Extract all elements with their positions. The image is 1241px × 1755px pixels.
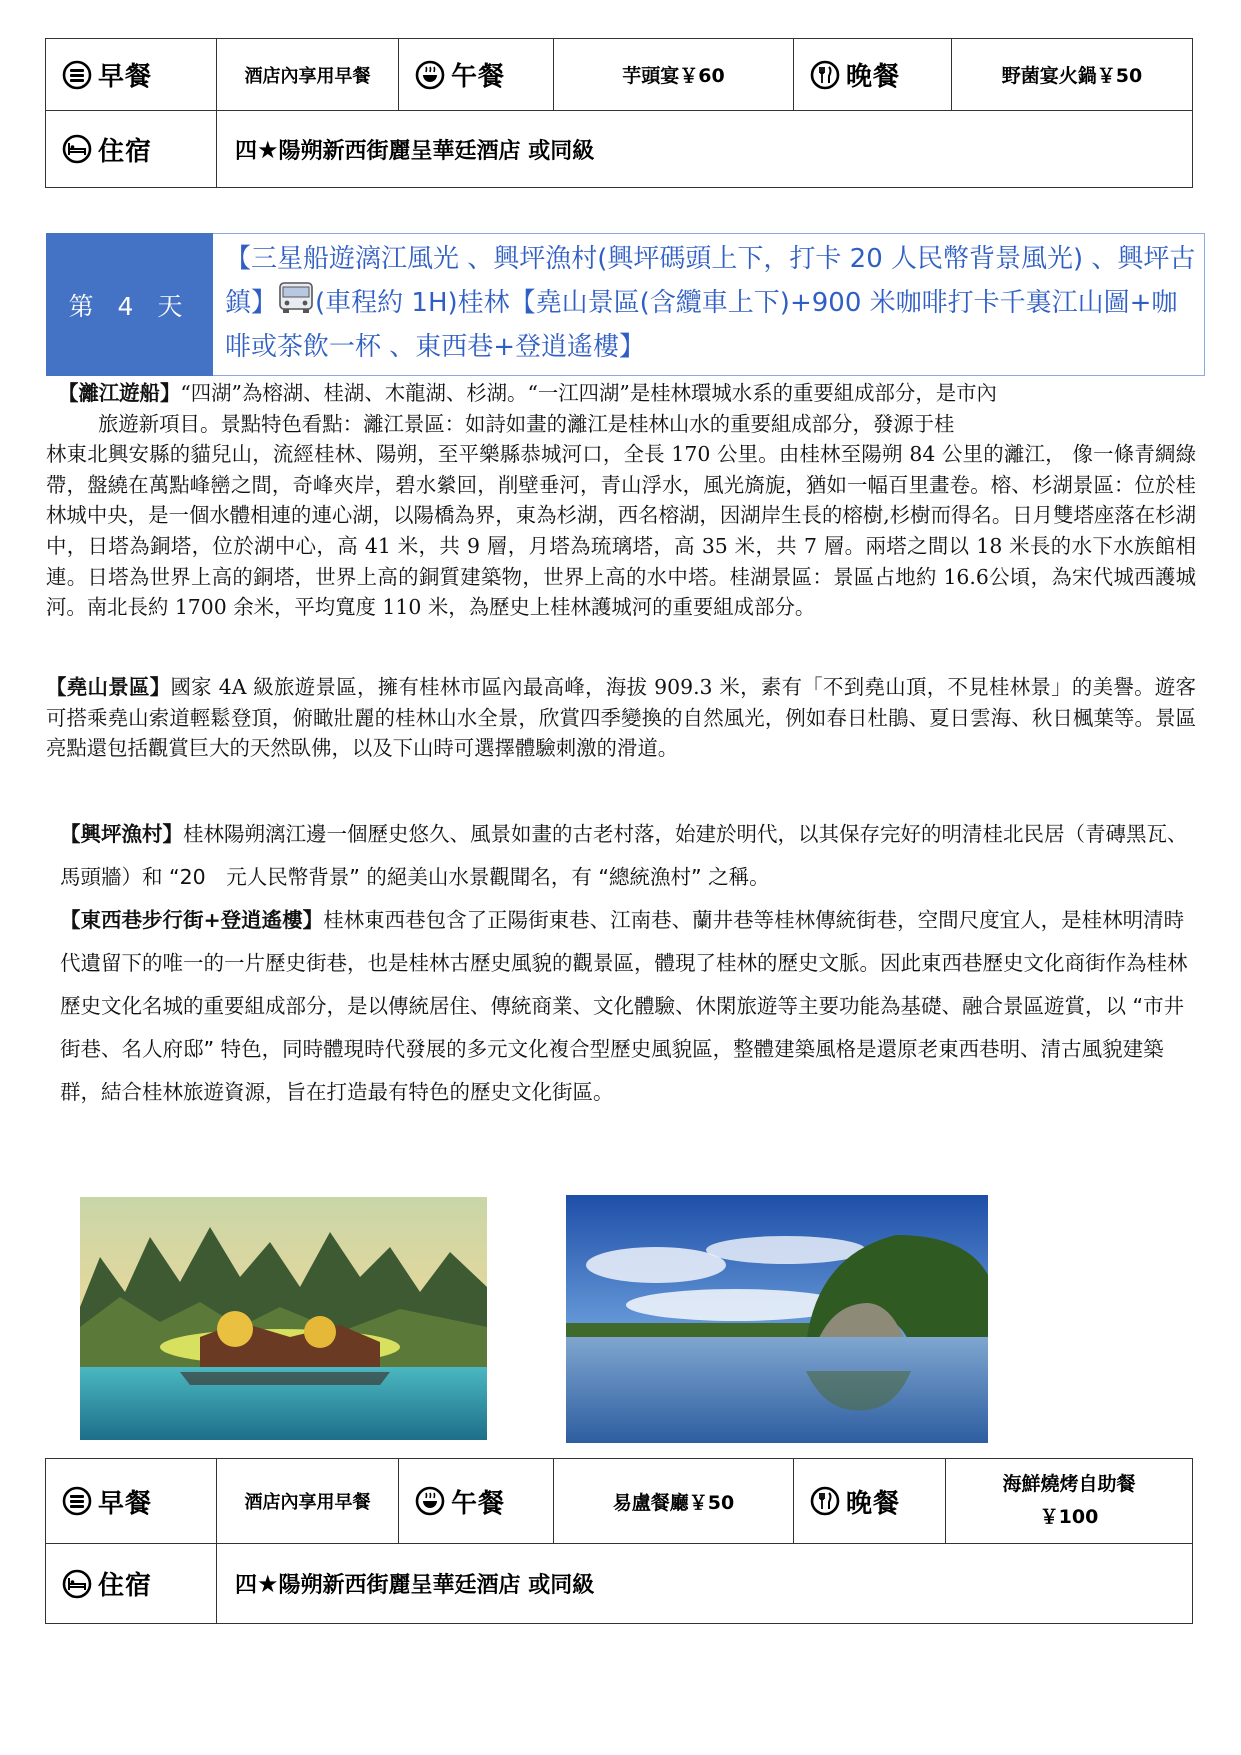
section1-heading: 【灕江遊船】	[58, 381, 181, 405]
dinner-label-cell	[794, 39, 952, 111]
section-xingping-dongxi	[60, 813, 1200, 1114]
meal-table-bottom	[45, 1458, 1193, 1624]
dinner-label: 晚餐	[846, 1488, 901, 1519]
section4-text: 桂林東西巷包含了正陽街東巷、江南巷、蘭井巷等桂林傳統街巷，空間尺度宜人，是桂林明清時代遺留下的唯一的一片歷史街巷，也是桂林古歷史風貌的觀景區，體現了桂林的歷史文脈。因此東西巷歷史文化商街作為桂林歷史文化名城的重要組成部分，是以傳統居住、傳統商業、文化體驗、休閑旅遊等主要功能為基礎、融合景區遊賞，以 “市井街巷、名人府邸” 特色，同時體現時代發展的多元文化複合型歷史風貌區，整體建築風格是還原老東西巷明、清古風貌建築群，結合桂林旅遊資源，旨在打造最有特色的歷史文化街區。	[60, 908, 1188, 1104]
lunch-label-cell	[399, 39, 554, 111]
hotel-name: 陽朔新西街麗呈華廷酒店 或同級	[278, 138, 595, 164]
hotel-cell	[217, 1544, 1193, 1624]
lunch-label: 午餐	[451, 62, 506, 92]
lodging-icon	[62, 1569, 92, 1599]
breakfast-icon	[62, 1486, 92, 1516]
lodging-icon	[62, 134, 92, 164]
dinner-label: 晚餐	[846, 62, 901, 92]
section1-rest: 林東北興安縣的貓兒山，流經桂林、陽朔，至平樂縣恭城河口，全長 170 公里。由桂林至陽朔 84 公里的灕江， 像一條青綢綠帶，盤繞在萬點峰巒之間，奇峰夾岸，碧水縈回，削壁垂河，青山浮水，風光旖旎，猶如一幅百里畫卷。榕、杉湖景區：位於桂林城中央，是一個水體相連的連心湖，以陽橋為界，東為杉湖，西名榕湖，因湖岸生長的榕樹,杉樹而得名。日月雙塔座落在杉湖中，日塔為銅塔，位於湖中心，高 41 米，共 9 層，月塔為琉璃塔，高 35 米，共 7 層。兩塔之間以 18 米長的水下水族館相連。日塔為世界上高的銅塔，世界上高的銅質建築物，世界上高的水中塔。桂湖景區：景區占地約 16.6公頃，為宋代城西護城河。南北長約 1700 余米，平均寬度 110 米，為歷史上桂林護城河的重要組成部分。	[46, 442, 1196, 620]
breakfast-value: 酒店內享用早餐	[217, 39, 399, 111]
lodging-label: 住宿	[98, 1571, 153, 1601]
dinner-icon	[810, 1486, 840, 1516]
photo-elephant-trunk-hill	[566, 1195, 988, 1443]
star-icon: ★	[257, 1570, 279, 1598]
dinner-value: 野菌宴火鍋￥50	[952, 39, 1193, 111]
lodging-label-cell	[46, 1544, 217, 1624]
dinner-icon	[810, 60, 840, 90]
dinner-label-cell	[794, 1459, 946, 1544]
lunch-label-cell	[399, 1459, 554, 1544]
day-title-part2: (車程約 1H)桂林【堯山景區(含纜車上下)+900 米咖啡打卡千裏江山圖+咖啡或茶飲一杯 、東西巷+登逍遙樓】	[225, 288, 1178, 362]
dinner-value-line2: ￥100	[1039, 1506, 1099, 1528]
day-header	[46, 233, 1205, 376]
hotel-prefix: 四	[235, 138, 258, 164]
bus-icon	[277, 281, 315, 315]
breakfast-value: 酒店內享用早餐	[217, 1459, 399, 1544]
lunch-label: 午餐	[451, 1488, 506, 1519]
lodging-label: 住宿	[98, 136, 153, 167]
section2-heading: 【堯山景區】	[46, 675, 171, 699]
section2-text: 國家 4A 級旅遊景區，擁有桂林市區內最高峰，海拔 909.3 米，素有「不到堯山頂，不見桂林景」的美譽。遊客可搭乘堯山索道輕鬆登頂，俯瞰壯麗的桂林山水全景，欣賞四季變換的自然風光，例如春日杜鵑、夏日雲海、秋日楓葉等。景區亮點還包括觀賞巨大的天然臥佛，以及下山時可選擇體驗刺激的滑道。	[46, 675, 1196, 761]
lunch-icon	[415, 1486, 445, 1516]
dinner-value-line1: 海鮮燒烤自助餐	[1002, 1473, 1136, 1495]
breakfast-label-cell	[46, 39, 217, 111]
lunch-icon	[415, 60, 445, 90]
day-label: 第 4 天	[46, 233, 213, 376]
hotel-prefix: 四	[235, 1573, 258, 1598]
breakfast-label: 早餐	[98, 62, 153, 92]
meal-table-top	[45, 38, 1193, 188]
lunch-value: 芋頭宴￥60	[554, 39, 794, 111]
section3-paragraph	[60, 813, 1200, 899]
lodging-label-cell	[46, 111, 217, 188]
hotel-cell	[217, 111, 1193, 188]
breakfast-label: 早餐	[98, 1488, 153, 1519]
star-icon: ★	[257, 135, 279, 164]
day-title-part1: 【三星船遊漓江風光 、興坪漁村(興坪碼頭上下，打卡 20 人民幣背景風光) 、興坪古鎮】	[225, 244, 1196, 318]
section3-text: 桂林陽朔漓江邊一個歷史悠久、風景如畫的古老村落，始建於明代，以其保存完好的明清桂北民居（青磚黑瓦、馬頭牆）和 “20 元人民幣背景” 的絕美山水景觀聞名，有 “總統漁村” 之稱。	[60, 822, 1188, 889]
section-yaoshan	[46, 672, 1196, 764]
section-lijiang	[46, 378, 1196, 623]
dinner-value	[946, 1459, 1193, 1544]
section3-heading: 【興坪漁村】	[60, 822, 183, 846]
photo-xingping-village	[80, 1197, 487, 1440]
breakfast-icon	[62, 60, 92, 90]
section1-line1: 【灕江遊船】“四湖”為榕湖、桂湖、木龍湖、杉湖。“一江四湖”是桂林環城水系的重要組成部分，是市內	[58, 381, 997, 405]
section4-heading: 【東西巷步行街+登逍遙樓】	[60, 908, 324, 932]
section4-paragraph	[60, 899, 1200, 1114]
lunch-value: 易盧餐廳￥50	[554, 1459, 794, 1544]
hotel-name: 陽朔新西街麗呈華廷酒店 或同級	[278, 1573, 595, 1598]
section1-line2: 旅遊新項目。景點特色看點：灕江景區：如詩如畫的灕江是桂林山水的重要組成部分，發源于桂	[98, 411, 955, 436]
breakfast-label-cell	[46, 1459, 217, 1544]
day-title	[213, 233, 1205, 376]
